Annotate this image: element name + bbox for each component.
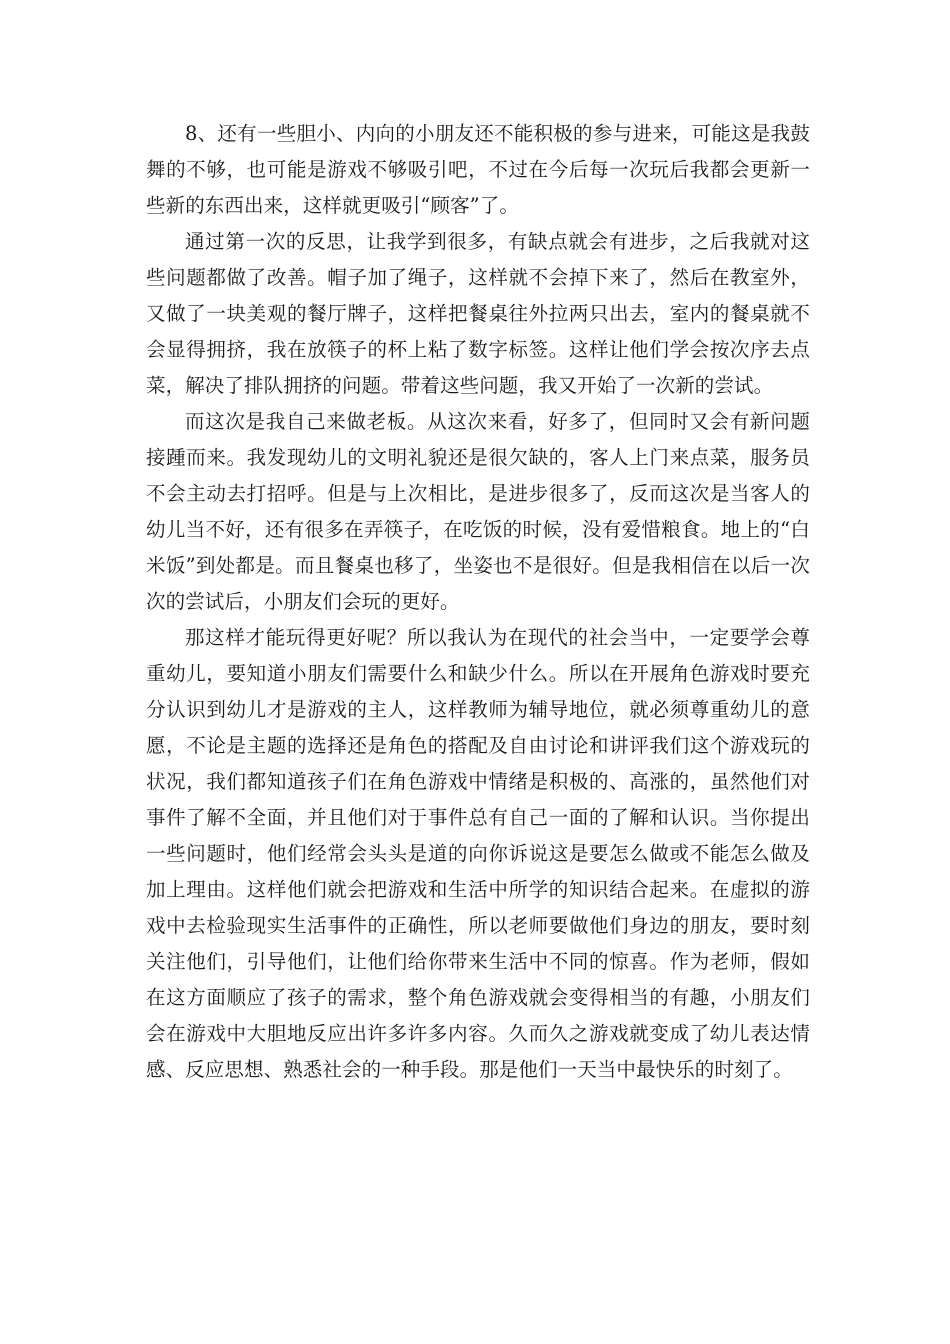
document-page: [146, 116, 810, 1088]
paragraph-item-8: 8、还有一些胆小、内向的小朋友还不能积极的参与进来，可能这是我鼓舞的不够，也可能是游戏不够吸引吧，不过在今后每一次玩后我都会更新一些新的东西出来，这样就更吸引“顾客”了。: [146, 122, 810, 217]
paragraph-respect-children: 那这样才能玩得更好呢？所以我认为在现代的社会当中，一定要学会尊重幼儿，要知道小朋友们需要什么和缺少什么。所以在开展角色游戏时要充分认识到幼儿才是游戏的主人，这样教师为辅导地位，就必须尊重幼儿的意愿，不论是主题的选择还是角色的搭配及自由讨论和讲评我们这个游戏玩的状况，我们都知道孩子们在角色游戏中情绪是积极的、高涨的，虽然他们对事件了解不全面，并且他们对于事件总有自己一面的了解和认识。当你提出一些问题时，他们经常会头头是道的向你诉说这是要怎么做或不能怎么做及加上理由。这样他们就会把游戏和生活中所学的知识结合起来。在虚拟的游戏中去检验现实生活事件的正确性，所以老师要做他们身边的朋友，要时刻关注他们，引导他们，让他们给你带来生活中不同的惊喜。作为老师，假如在这方面顺应了孩子的需求，整个角色游戏就会变得相当的有趣，小朋友们会在游戏中大胆地反应出许多许多内容。久而久之游戏就变成了幼儿表达情感、反应思想、熟悉社会的一种手段。那是他们一天当中最快乐的时刻了。: [146, 626, 810, 1081]
paragraph-boss-attempt: 而这次是我自己来做老板。从这次来看，好多了，但同时又会有新问题接踵而来。我发现幼儿的文明礼貌还是很欠缺的，客人上门来点菜，服务员不会主动去打招呼。但是与上次相比，是进步很多了，反而这次是当客人的幼儿当不好，还有很多在弄筷子，在吃饭的时候，没有爱惜粮食。地上的“白米饭”到处都是。而且餐桌也移了，坐姿也不是很好。但是我相信在以后一次次的尝试后，小朋友们会玩的更好。: [146, 410, 810, 613]
paragraph-first-reflection: 通过第一次的反思，让我学到很多，有缺点就会有进步，之后我就对这些问题都做了改善。帽子加了绳子，这样就不会掉下来了，然后在教室外，又做了一块美观的餐厅牌子，这样把餐桌往外拉两只出去，室内的餐桌就不会显得拥挤，我在放筷子的杯上粘了数字标签。这样让他们学会按次序去点菜，解决了排队拥挤的问题。带着这些问题，我又开始了一次新的尝试。: [146, 230, 810, 397]
